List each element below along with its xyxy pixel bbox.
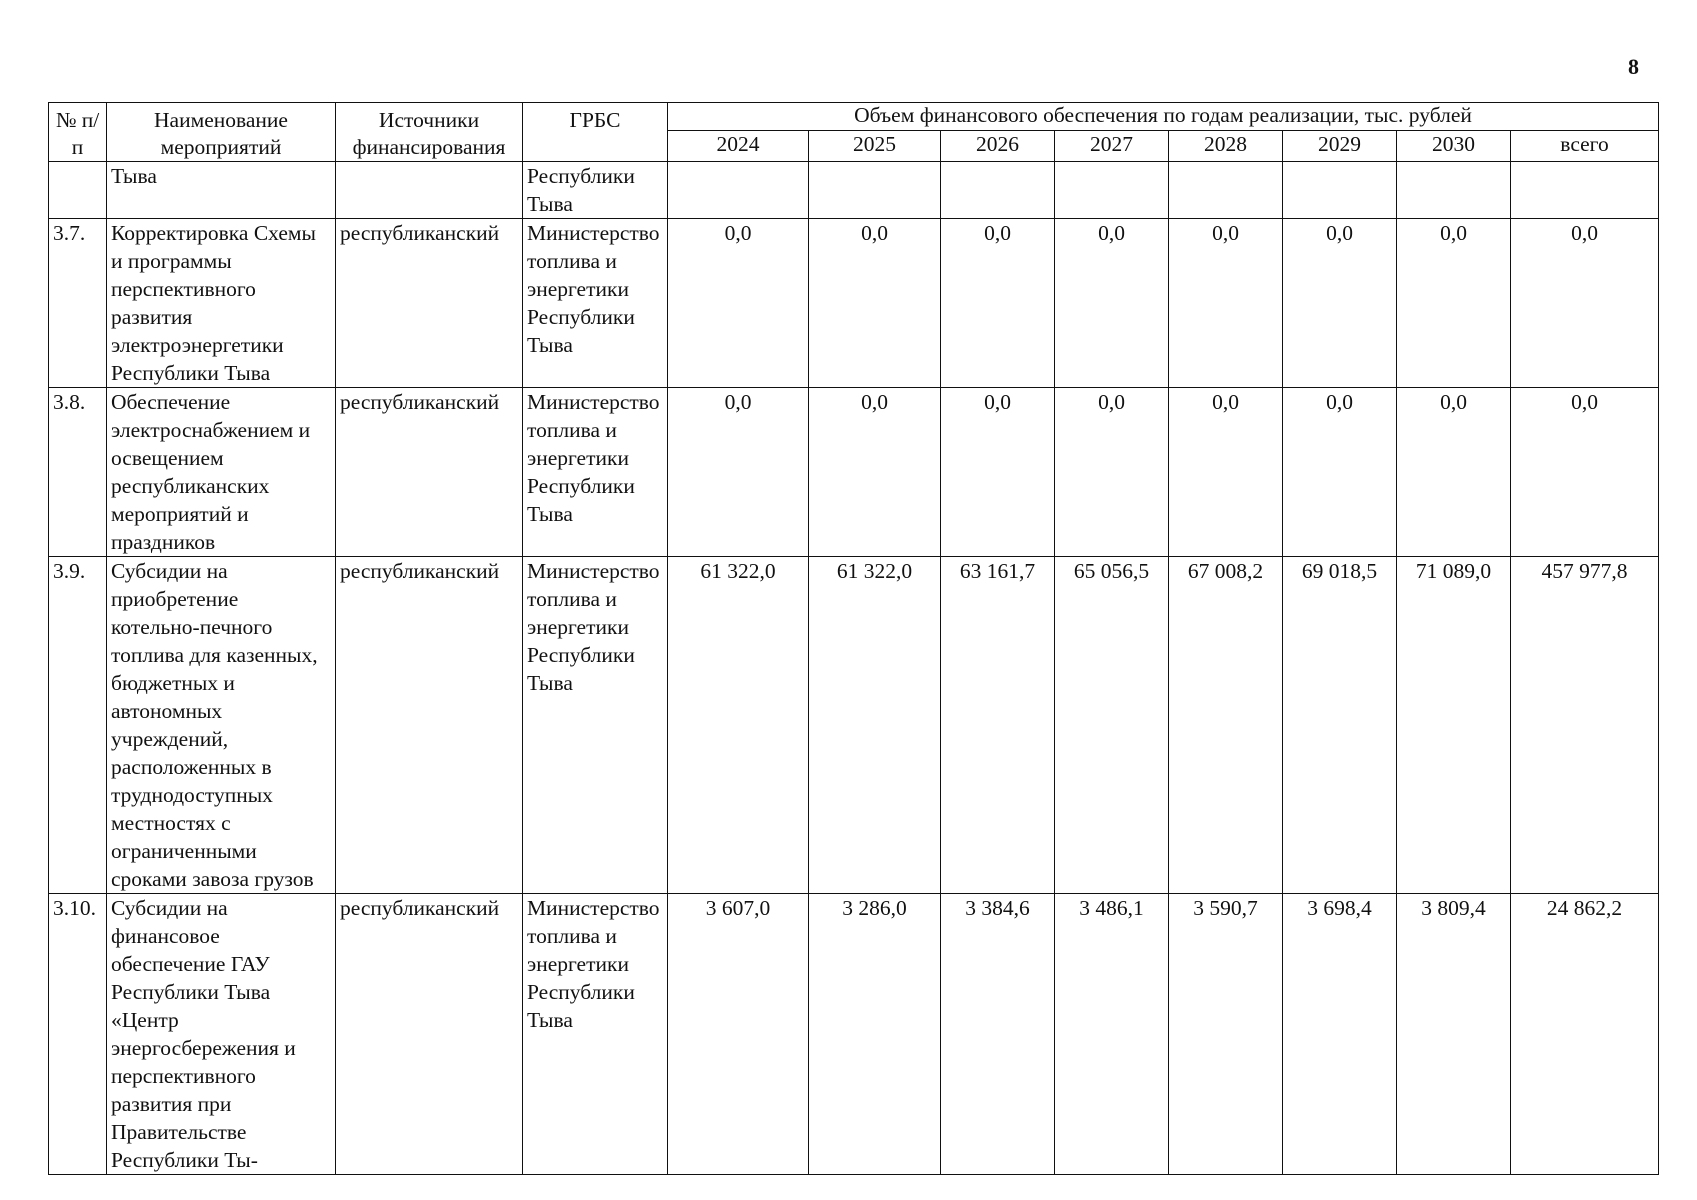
funding-source — [336, 162, 523, 219]
grbs-name: Министерство топлива и энергетики Республики Тыва — [523, 894, 668, 1175]
header-volume: Объем финансового обеспечения по годам реализации, тыс. рублей — [668, 103, 1659, 131]
financing-table — [48, 102, 1659, 1175]
total-cell: 0,0 — [1511, 388, 1659, 557]
table-row — [49, 219, 1659, 388]
grbs-name: Республики Тыва — [523, 162, 668, 219]
row-number: 3.10. — [49, 894, 107, 1175]
value-cell: 0,0 — [809, 388, 941, 557]
measure-name: Тыва — [107, 162, 336, 219]
header-year: 2026 — [941, 131, 1055, 162]
total-cell: 24 862,2 — [1511, 894, 1659, 1175]
value-cell — [809, 162, 941, 219]
funding-source: республиканский — [336, 894, 523, 1175]
header-year: 2025 — [809, 131, 941, 162]
grbs-name: Министерство топлива и энергетики Республики Тыва — [523, 388, 668, 557]
value-cell: 69 018,5 — [1283, 557, 1397, 894]
value-cell: 0,0 — [941, 219, 1055, 388]
value-cell: 3 607,0 — [668, 894, 809, 1175]
funding-source: республиканский — [336, 219, 523, 388]
header-grbs: ГРБС — [523, 103, 668, 162]
header-name: Наименование мероприятий — [107, 103, 336, 162]
value-cell — [1283, 162, 1397, 219]
row-number — [49, 162, 107, 219]
header-num: № п/п — [49, 103, 107, 162]
header-year: 2024 — [668, 131, 809, 162]
grbs-name: Министерство топлива и энергетики Республики Тыва — [523, 557, 668, 894]
value-cell: 3 590,7 — [1169, 894, 1283, 1175]
value-cell: 0,0 — [1283, 388, 1397, 557]
value-cell: 3 809,4 — [1397, 894, 1511, 1175]
header-year: 2028 — [1169, 131, 1283, 162]
table-row — [49, 894, 1659, 1175]
header-year: 2030 — [1397, 131, 1511, 162]
value-cell: 0,0 — [1283, 219, 1397, 388]
total-cell: 0,0 — [1511, 219, 1659, 388]
value-cell: 0,0 — [668, 219, 809, 388]
total-cell: 457 977,8 — [1511, 557, 1659, 894]
header-total: всего — [1511, 131, 1659, 162]
value-cell — [1397, 162, 1511, 219]
table-row — [49, 388, 1659, 557]
value-cell: 0,0 — [1397, 388, 1511, 557]
value-cell: 0,0 — [1055, 388, 1169, 557]
measure-name: Субсидии на приобретение котельно-печного топлива для казенных, бюджетных и автономных учреждений, расположенных в труднодоступных местностях с ограниченными сроками завоза грузов — [107, 557, 336, 894]
value-cell — [668, 162, 809, 219]
row-number: 3.9. — [49, 557, 107, 894]
value-cell: 0,0 — [1397, 219, 1511, 388]
value-cell — [1169, 162, 1283, 219]
table-row — [49, 557, 1659, 894]
value-cell: 65 056,5 — [1055, 557, 1169, 894]
value-cell: 3 286,0 — [809, 894, 941, 1175]
value-cell — [941, 162, 1055, 219]
value-cell: 0,0 — [941, 388, 1055, 557]
value-cell: 71 089,0 — [1397, 557, 1511, 894]
header-source: Источники финансирования — [336, 103, 523, 162]
value-cell: 61 322,0 — [809, 557, 941, 894]
value-cell: 3 486,1 — [1055, 894, 1169, 1175]
value-cell — [1055, 162, 1169, 219]
value-cell: 0,0 — [1169, 219, 1283, 388]
header-year: 2027 — [1055, 131, 1169, 162]
measure-name: Субсидии на финансовое обеспечение ГАУ Республики Тыва «Центр энергосбережения и перспективного развития при Правительстве Республики Ты- — [107, 894, 336, 1175]
row-number: 3.7. — [49, 219, 107, 388]
value-cell: 63 161,7 — [941, 557, 1055, 894]
value-cell: 0,0 — [1055, 219, 1169, 388]
value-cell: 67 008,2 — [1169, 557, 1283, 894]
row-number: 3.8. — [49, 388, 107, 557]
funding-source: республиканский — [336, 557, 523, 894]
measure-name: Обеспечение электроснабжением и освещением республиканских мероприятий и праздников — [107, 388, 336, 557]
page-number: 8 — [1628, 54, 1639, 79]
funding-source: республиканский — [336, 388, 523, 557]
value-cell: 0,0 — [668, 388, 809, 557]
measure-name: Корректировка Схемы и программы перспективного развития электроэнергетики Республики Тыва — [107, 219, 336, 388]
header-year: 2029 — [1283, 131, 1397, 162]
value-cell: 3 384,6 — [941, 894, 1055, 1175]
grbs-name: Министерство топлива и энергетики Республики Тыва — [523, 219, 668, 388]
value-cell: 0,0 — [1169, 388, 1283, 557]
table-row — [49, 162, 1659, 219]
value-cell: 3 698,4 — [1283, 894, 1397, 1175]
total-cell — [1511, 162, 1659, 219]
value-cell: 0,0 — [809, 219, 941, 388]
value-cell: 61 322,0 — [668, 557, 809, 894]
